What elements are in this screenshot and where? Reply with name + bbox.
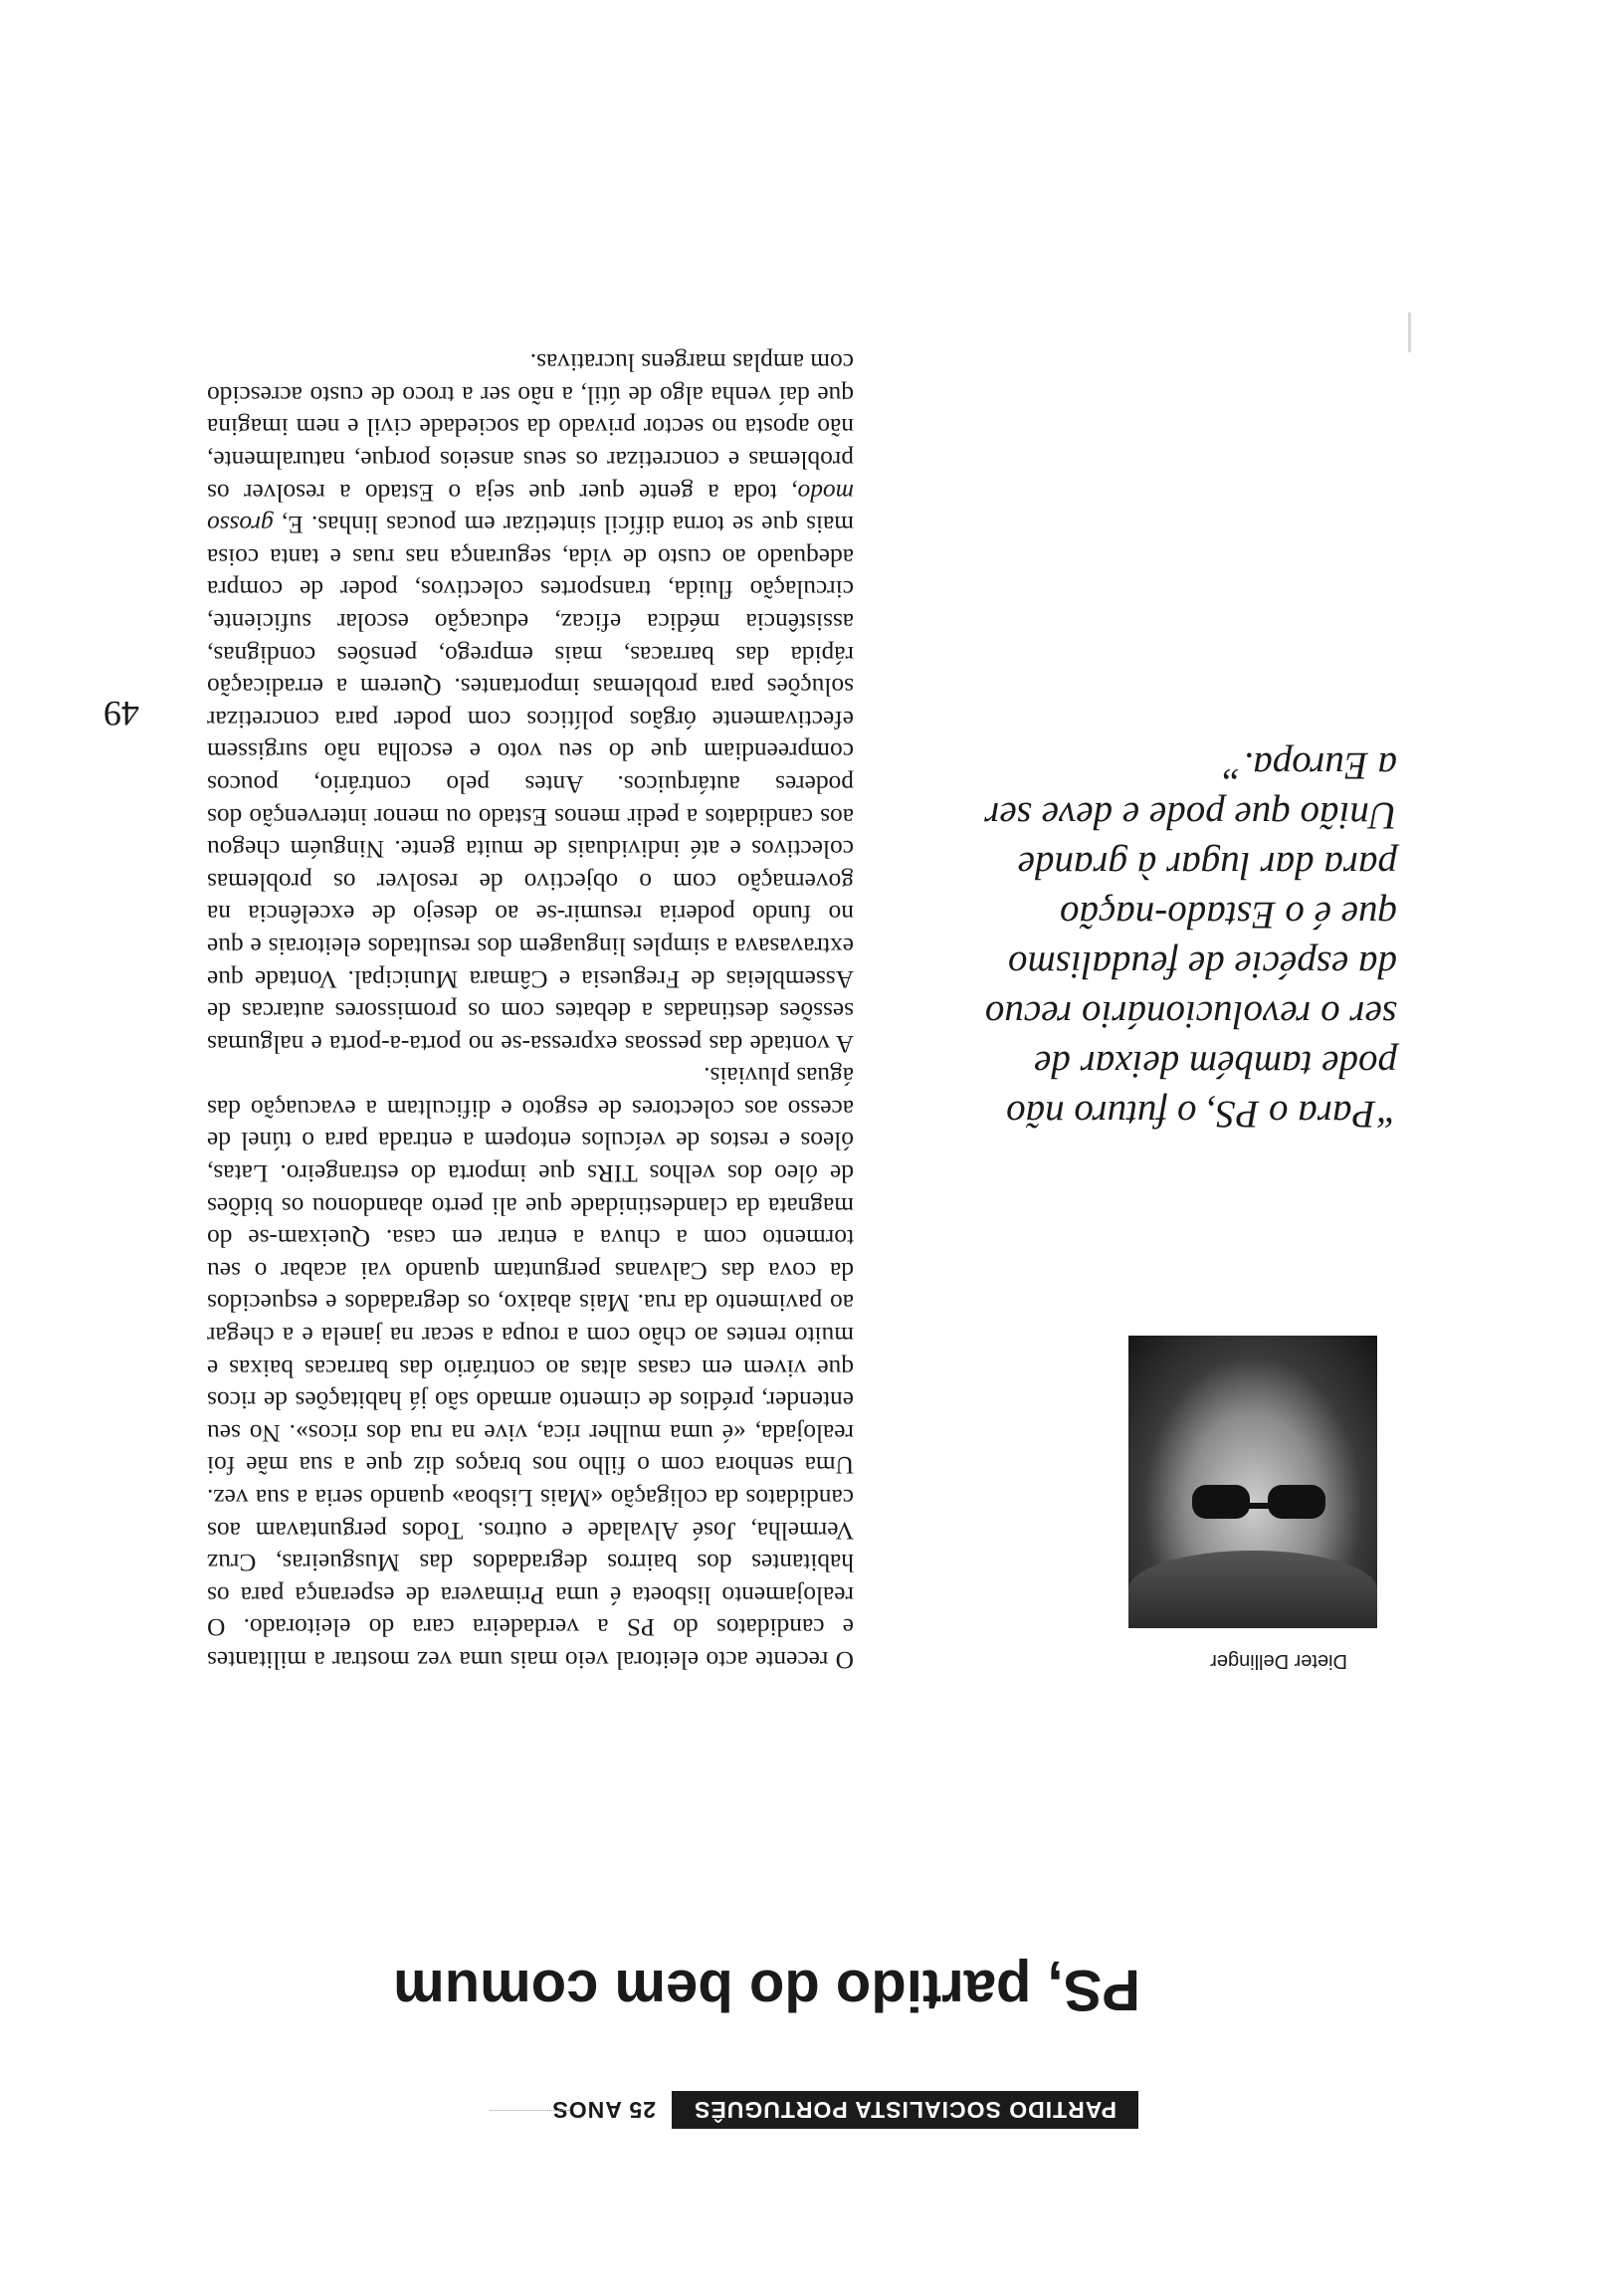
photo-glasses-left <box>1268 1485 1325 1519</box>
article-paragraph-1: O recente acto eleitoral veio mais uma vez mostrar a militantes e candidatos do PS a verdadeira cara do eleitorado. O realojamento lisboeta é uma Primavera de esperança para os habitantes dos bairros degradados das Musgueiras, Cruz Vermelha, José Alvalade e outros. Todos perguntavam aos candidatos da coligação «Mais Lisboa» quando seria a sua vez. Uma senhora com o filho nos braços diz que a sua mãe foi realojada, «é uma mulher rica, vive na rua dos ricos». No seu entender, prédios de cimento armado são já habitações de ricos que vivem em casas altas ao contrário das barracas baixas e muito rentes ao chão com a roupa a secar na janela e a chegar ao pavimento da rua. Mais abaixo, os degradados e esquecidos da cova das Calvanas perguntam quando vai acabar o seu tormento com a chuva a entrar em casa. Queixam-se do magnata da clandestinidade que ali perto abandonou os bidões de óleo dos velhos TIRs que importa do estrangeiro. Latas, óleos e restos de veículos entopem a entrada para o túnel de acesso aos colectores de esgoto e dificultam a evacuação das águas pluviais. <box>207 1062 854 1674</box>
scan-mark <box>1408 313 1411 352</box>
photo-glasses-bridge <box>1248 1503 1270 1509</box>
article-body <box>207 346 854 1676</box>
pull-quote: “Para o PS, o futuro não pode também deixar de ser o revolucionário recuo da espécie de feudalismo que é o Estado-nação para dar lugar à grande União que pode e deve ser a Europa.” <box>984 744 1397 1136</box>
author-photo <box>1128 1336 1377 1628</box>
photo-glasses-right <box>1192 1485 1250 1519</box>
header-anniversary-label: 25 ANOS <box>551 2097 657 2124</box>
page-header <box>535 2091 1138 2129</box>
article-paragraph-2-text-a: A vontade das pessoas expressa-se no porta-a-porta e nalgumas sessões destinadas a debates com os promissores autarcas de Assembleias de Freguesia e Câmara Municipal. Vontade que extravasava a simples linguagem dos resultados eleitorais e que no fundo poderia resumir-se ao desejo de excelência na governação com o objectivo de resolver os problemas colectivos e até individuais de muita gente. Ninguém chegou aos candidatos a pedir menos Estado ou menor intervenção dos poderes autárquicos. Antes pelo contrário, poucos compreendiam que do seu voto e escolha não surgissem efectivamente órgãos políticos com poder para concretizar soluções para problemas importantes. Querem a erradicação rápida das barracas, mais emprego, pensões condignas, assistência médica eficaz, educação escolar suficiente, circulação fluida, transportes colectivos, poder de compra adequado ao custo de vida, segurança nas ruas e tanta coisa mais que se torna difícil sintetizar em poucas linhas. E, <box>207 511 854 1058</box>
article-paragraph-2-text-b: , toda a gente quer que seja o Estado a resolver os problemas e concretizar os seus anseios porque, naturalmente, não aposta no sector privado da sociedade civil e nem imagina que daí venha algo de útil, a não ser a troco de custo acrescido com amplas margens lucrativas. <box>207 348 854 507</box>
header-party-label: PARTIDO SOCIALISTA PORTUGUÊS <box>672 2091 1138 2129</box>
article-title: PS, partido do bem comum <box>393 1958 1140 2022</box>
article-emphasis: grosso modo <box>207 478 854 539</box>
photo-hair-shape <box>1128 1551 1377 1628</box>
photo-caption: Dieter Dellinger <box>1210 1650 1347 1672</box>
page-number: 49 <box>103 694 139 733</box>
article-paragraph-2 <box>207 346 854 1060</box>
header-divider <box>490 2110 569 2111</box>
